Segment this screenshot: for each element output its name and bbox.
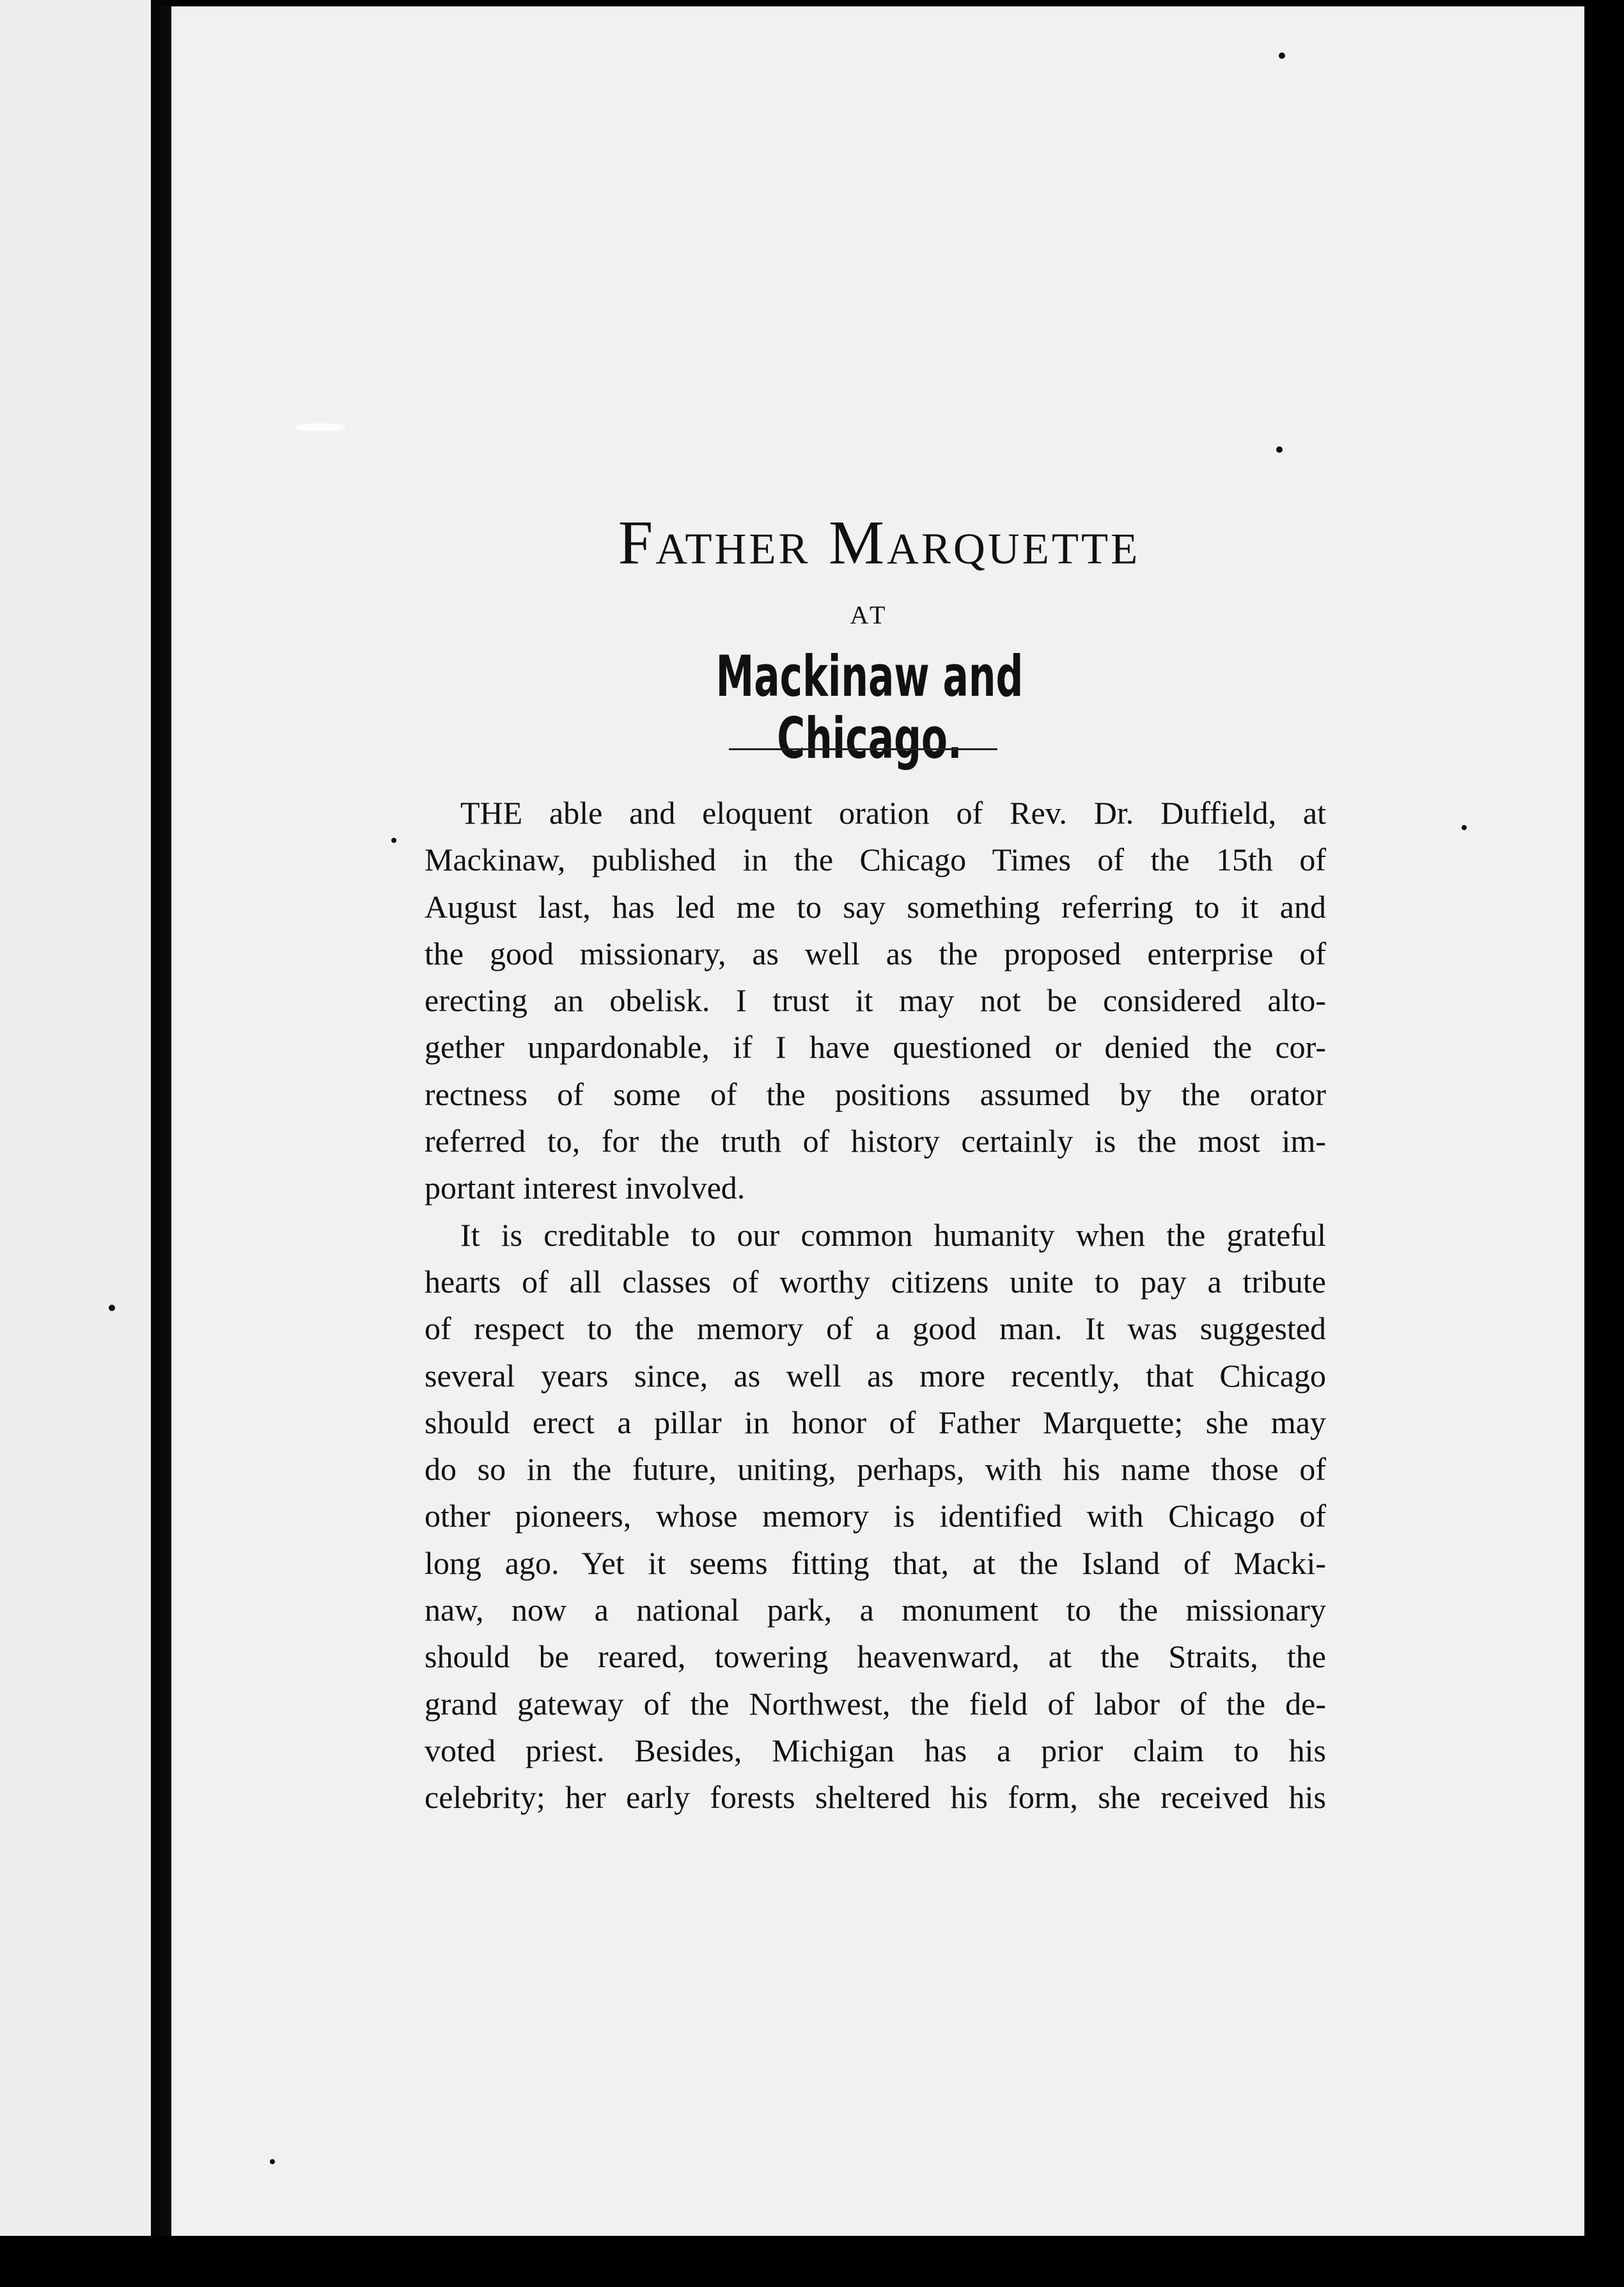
text-line: grand gateway of the Northwest, the field of labor of the de- — [425, 1685, 1326, 1722]
scan-border-right — [1584, 0, 1624, 2287]
text-line: celebrity; her early forests sheltered his form, she received his — [425, 1779, 1326, 1816]
page-subtitle: Mackinaw and Chicago. — [715, 643, 1024, 771]
text-line: of respect to the memory of a good man. It was suggested — [425, 1310, 1326, 1347]
scan-border-bottom — [0, 2236, 1624, 2287]
text-line: do so in the future, uniting, perhaps, with his name those of — [425, 1451, 1326, 1488]
text-line: voted priest. Besides, Michigan has a prior claim to his — [425, 1732, 1326, 1768]
text-line: naw, now a national park, a monument to the missionary — [425, 1592, 1326, 1628]
text-line: several years since, as well as more recently, that Chicago — [425, 1357, 1326, 1394]
scan-speck — [391, 838, 396, 843]
scan-speck — [270, 2159, 275, 2164]
text-line: Mackinaw, published in the Chicago Times of the 15th of — [425, 842, 1326, 878]
text-line: other pioneers, whose memory is identified with Chicago of — [425, 1498, 1326, 1534]
text-line: It is creditable to our common humanity when the grateful — [460, 1216, 1326, 1253]
title-connector: AT — [850, 601, 889, 629]
text-line: hearts of all classes of worthy citizens unite to pay a tribute — [425, 1263, 1326, 1300]
text-line: THE able and eloquent oration of Rev. Dr. Duffield, at — [460, 795, 1326, 831]
scan-smudge — [295, 423, 345, 431]
scan-speck — [1276, 446, 1283, 453]
text-line: should erect a pillar in honor of Father Marquette; she may — [425, 1404, 1326, 1440]
scan-speck — [1279, 52, 1285, 59]
text-line: gether unpardonable, if I have questioned or denied the cor- — [425, 1029, 1326, 1065]
text-line: erecting an obelisk. I trust it may not be considered alto- — [425, 982, 1326, 1019]
scan-speck — [109, 1305, 115, 1311]
title-rule — [729, 748, 997, 750]
text-line: rectness of some of the positions assumed by the orator — [425, 1076, 1326, 1112]
text-line: portant interest involved. — [425, 1170, 746, 1206]
text-line: should be reared, towering heavenward, at the Straits, the — [425, 1639, 1326, 1675]
body-text — [425, 790, 1326, 1821]
text-line: referred to, for the truth of history certainly is the most im- — [425, 1123, 1326, 1159]
text-line: long ago. Yet it seems fitting that, at the Island of Macki- — [425, 1544, 1326, 1581]
page-title: Father Marquette — [618, 508, 1141, 578]
text-line: August last, has led me to say something referring to it and — [425, 888, 1326, 925]
text-line: the good missionary, as well as the proposed enterprise of — [425, 935, 1326, 971]
scan-speck — [1462, 825, 1467, 830]
facing-page-edge — [0, 0, 151, 2264]
